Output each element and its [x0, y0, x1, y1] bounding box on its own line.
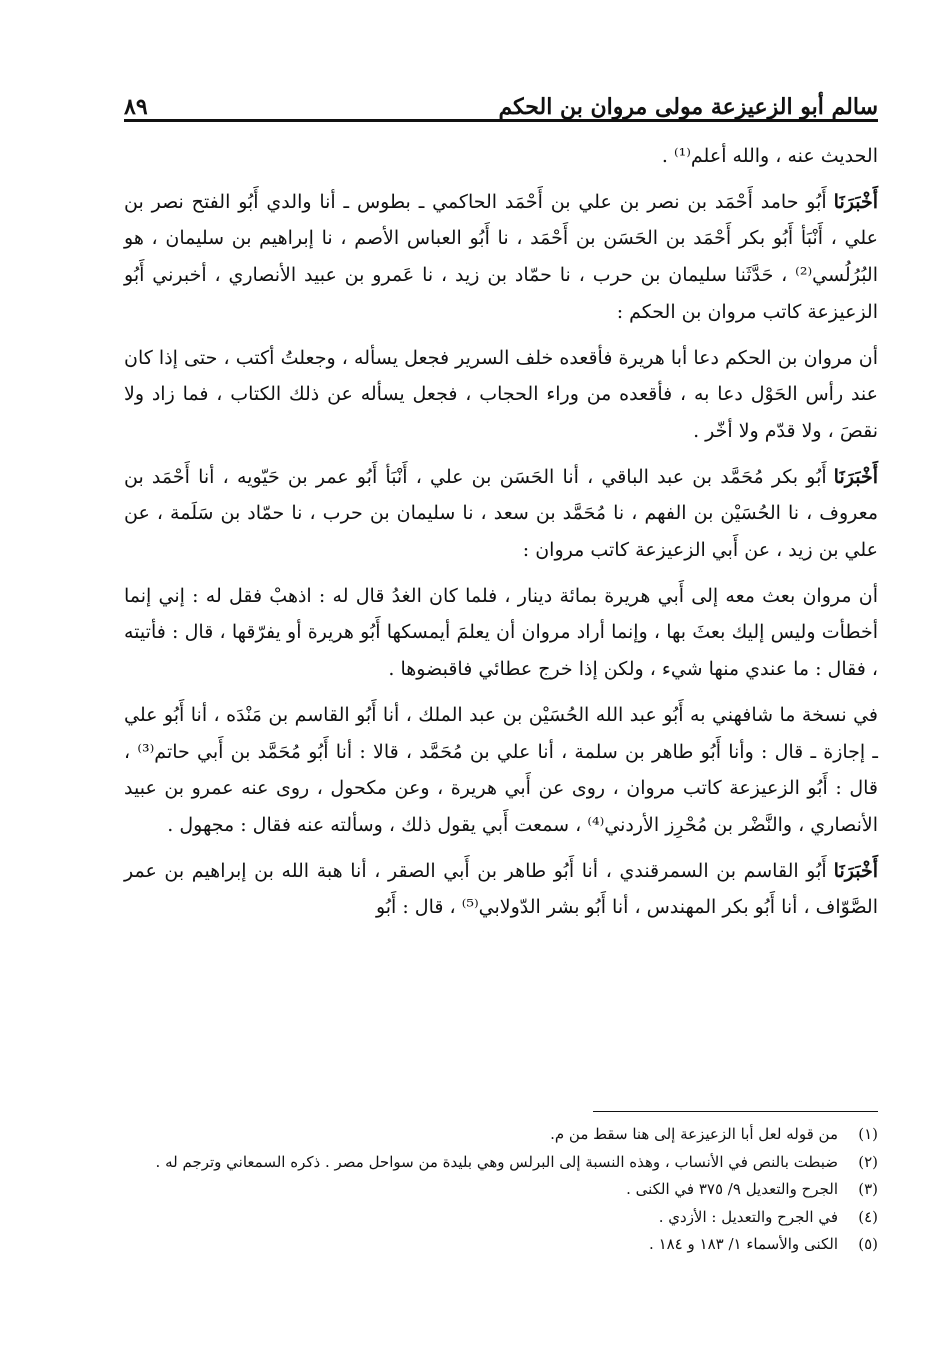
- paragraph: أن مروان بن الحكم دعا أبا هريرة فأقعده خلف السرير فجعل يسأله ، وجعلتُ أكتب ، حتى إذا كان عند رأس الحَوْل دعا به ، فأقعده من وراء الحجاب ، فجعل يسأله عن ذلك الكتاب ، فما زاد ولا نقصَ ، ولا قدّم ولا أخّر .: [124, 346, 878, 442]
- footnote-number: (٥): [858, 1235, 878, 1253]
- footnote: [124, 1150, 878, 1176]
- paragraph-lead: أَخْبَرَنَا: [833, 465, 878, 488]
- main-text: [124, 138, 878, 935]
- footnote: [124, 1177, 878, 1203]
- page-number: ٨٩: [124, 94, 148, 120]
- paragraph: في نسخة ما شافهني به أَبُو عبد الله الحُسَيْن بن عبد الملك ، أنا أَبُو القاسم بن مَنْدَه ، أنا أَبُو علي ـ إجازة ـ قال : وأنا أَبُو طاهر بن سلمة ، أنا علي بن مُحَمَّد ، قالا : أنا أَبُو مُحَمَّد بن أَبي حاتم⁽³⁾ ، قال : أَبُو الزعيزعة كاتب مروان ، روى عن أَبي هريرة ، وعن مكحول ، روى عنه عمرو بن عبيد الأنصاري ، والنَّضْر بن مُحْرِز الأردني⁽⁴⁾ ، سمعت أَبي يقول ذلك ، وسألته عنه فقال : مجهول .: [124, 703, 878, 836]
- footnote-separator: [593, 1111, 878, 1112]
- footnote-text: الجرح والتعديل ٩/ ٣٧٥ في الكنى .: [626, 1180, 838, 1198]
- footnote: [124, 1232, 878, 1258]
- footnote-number: (١): [858, 1125, 878, 1143]
- paragraph: أَخْبَرَنَاأَبُو حامد أَحْمَد بن نصر بن علي بن أَحْمَد الحاكمي ـ بطوس ـ أنا والدي أَبُو الفتح نصر بن علي ، أَنْبَأ أَبُو بكر أَحْمَد بن الحَسَن بن أَحْمَد ، نا أَبُو العباس الأصم ، نا إبراهيم بن سليمان ، هو البُرُلُسي⁽²⁾ ، حَدَّثَنا سليمان بن حرب ، نا حمّاد بن زيد ، نا عَمرو بن عبيد الأنصاري ، أخبرني أَبُو الزعيزعة كاتب مروان بن الحكم :: [124, 190, 878, 323]
- footnote-number: (٢): [858, 1152, 878, 1171]
- page-header: [124, 82, 878, 120]
- paragraph-lead: أَخْبَرَنَا: [833, 859, 878, 882]
- paragraph: أَخْبَرَنَاأَبُو القاسم بن السمرقندي ، أنا أَبُو طاهر بن أَبي الصقر ، أنا هبة الله بن إبراهيم بن عمر الصَّوّاف ، أنا أَبُو بكر المهندس ، أنا أَبُو بشر الدّولابي⁽⁵⁾ ، قال : أَبُو: [124, 859, 878, 919]
- footnote-number: (٤): [858, 1207, 878, 1226]
- paragraph: أَخْبَرَنَاأَبُو بكر مُحَمَّد بن عبد الباقي ، أنا الحَسَن بن علي ، أَنْبَأ أَبُو عمر بن حَيّويه ، أنا أَحْمَد بن معروف ، نا الحُسَيْن بن الفهم ، نا مُحَمَّد بن سعد ، نا سليمان بن حرب ، نا حمّاد بن سَلَمة ، عن علي بن زيد ، عن أَبي الزعيزعة كاتب مروان :: [124, 465, 878, 562]
- footnote: [124, 1122, 878, 1148]
- footnote-text: ضبطت بالنص في الأنساب ، وهذه النسبة إلى البرلس وهي بليدة من سواحل مصر . ذكره السمعاني وترجم له .: [155, 1152, 838, 1171]
- footnote-text: من قوله لعل أبا الزعيزعة إلى هنا سقط من م.: [550, 1125, 838, 1143]
- footnote-text: في الجرح والتعديل : الأزدي .: [658, 1207, 838, 1226]
- paragraph-lead: أَخْبَرَنَا: [833, 190, 878, 213]
- running-title: سالم أبو الزعيزعة مولى مروان بن الحكم: [498, 94, 878, 120]
- footnote-number: (٣): [858, 1180, 878, 1198]
- footnote: [124, 1205, 878, 1231]
- paragraph: أن مروان بعث معه إلى أَبي هريرة بمائة دينار ، فلما كان الغدُ قال له : اذهبْ فقل له : إني إنما أخطأت وليس إليك بعثَ بها ، وإنما أراد مروان أن يعلمَ أيمسكها أَبُو هريرة أو يفرّقها ، قال : فأتيته ، فقال : ما عندي منها شيء ، ولكن إذا خرج عطائي فاقبضوها .: [124, 584, 878, 681]
- paragraph: الحديث عنه ، والله أعلم⁽¹⁾ .: [661, 145, 878, 167]
- footnotes: [124, 1122, 878, 1260]
- header-rule: [124, 119, 878, 122]
- footnote-text: الكنى والأسماء ١/ ١٨٣ و ١٨٤ .: [649, 1235, 838, 1253]
